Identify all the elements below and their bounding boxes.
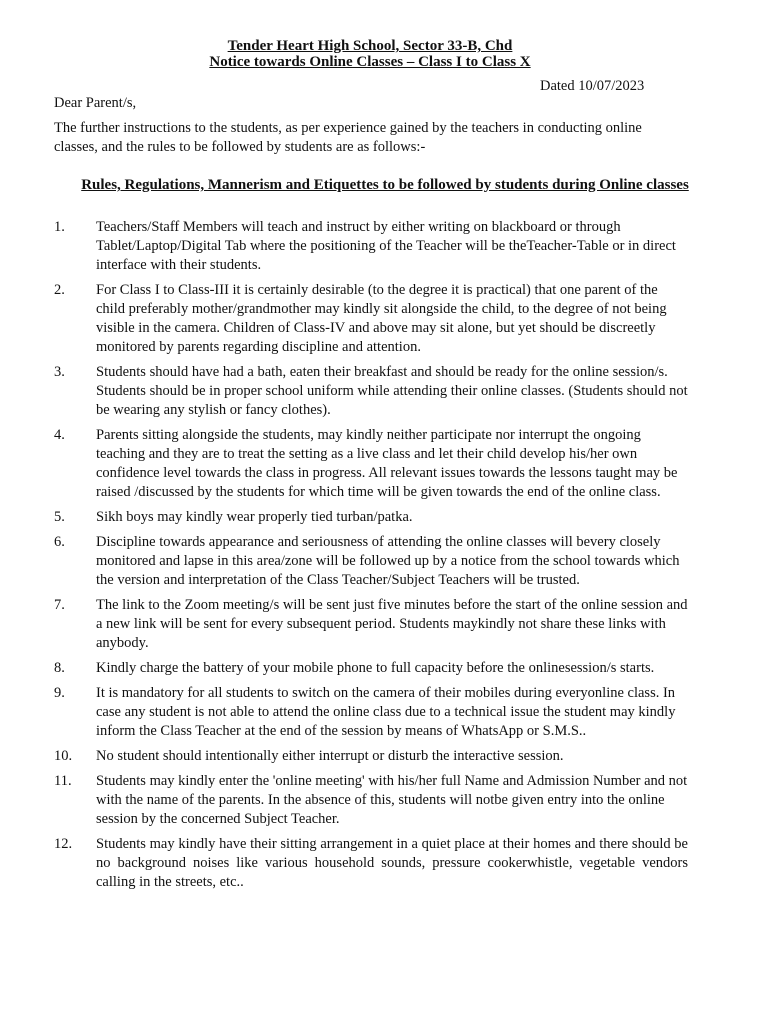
- rule-text: Kindly charge the battery of your mobile phone to full capacity before the onlinesession/s starts.: [96, 660, 655, 676]
- rule-item: [0, 747, 768, 766]
- rules-list: [0, 218, 768, 898]
- rule-text: Discipline towards appearance and seriousness of attending the online classes will bevery closely monitored and lapse in this area/zone will be followed up by a notice from the school towards which the version and interpretation of the Class Teacher/Subject Teachers will be trusted.: [96, 534, 680, 588]
- rule-item: [0, 659, 768, 678]
- rule-number: 11.: [54, 773, 72, 789]
- rule-number: 8.: [54, 660, 65, 676]
- rule-text: Students should have had a bath, eaten their breakfast and should be ready for the online session/s. Students should be in proper school uniform while attending their online classes. (Students should not be wearing any stylish or fancy clothes).: [96, 364, 688, 418]
- rule-item: [0, 596, 768, 653]
- rules-heading: Rules, Regulations, Mannerism and Etiquettes to be followed by students during Online classes: [81, 177, 689, 193]
- rule-item: [0, 508, 768, 527]
- rule-number: 9.: [54, 685, 65, 701]
- rule-number: 1.: [54, 219, 65, 235]
- rule-number: 2.: [54, 282, 65, 298]
- rule-number: 5.: [54, 509, 65, 525]
- rule-item: [0, 426, 768, 502]
- rule-text: No student should intentionally either interrupt or disturb the interactive session.: [96, 748, 564, 764]
- rule-text: Students may kindly enter the 'online meeting' with his/her full Name and Admission Number and not with the name of the parents. In the absence of this, students will notbe given entry into the online session by the concerned Subject Teacher.: [96, 773, 688, 827]
- rule-text: The link to the Zoom meeting/s will be sent just five minutes before the start of the online session and a new link will be sent for every subsequent period. Students maykindly not share these links with anybody.: [96, 597, 688, 651]
- notice-title: Notice towards Online Classes – Class I to Class X: [209, 54, 531, 70]
- rule-text: Sikh boys may kindly wear properly tied turban/patka.: [96, 509, 413, 525]
- rule-text: Teachers/Staff Members will teach and instruct by either writing on blackboard or through Tablet/Laptop/Digital Tab where the positioning of the Teacher will be theTeacher-Table or in direct interface with their students.: [96, 219, 676, 273]
- intro-paragraph: The further instructions to the students, as per experience gained by the teachers in conducting online classes, and the rules to be followed by students are as follows:-: [54, 120, 642, 155]
- rule-text: For Class I to Class-III it is certainly desirable (to the degree it is practical) that one parent of the child preferably mother/grandmother may kindly sit alongside the child, to the degree of not being visible in the camera. Children of Class-IV and above may sit alone, but yet should be discreetly monitored by parents regarding discipline and attention.: [96, 282, 667, 355]
- rule-item: [0, 772, 768, 829]
- rule-number: 4.: [54, 427, 65, 443]
- rule-number: 12.: [54, 836, 73, 852]
- salutation: Dear Parent/s,: [54, 95, 137, 111]
- rule-number: 6.: [54, 534, 65, 550]
- notice-date: Dated 10/07/2023: [540, 78, 645, 94]
- school-title: Tender Heart High School, Sector 33-B, Chd: [227, 38, 513, 54]
- rule-number: 7.: [54, 597, 65, 613]
- rule-text: Students may kindly have their sitting arrangement in a quiet place at their homes and there should be no background noises like various household sounds, pressure cookerwhistle, vegetable vendors calling in the streets, etc..: [96, 836, 688, 890]
- rule-item: [0, 281, 768, 357]
- rule-item: [0, 684, 768, 741]
- rule-number: 10.: [54, 748, 73, 764]
- rule-text: Parents sitting alongside the students, may kindly neither participate nor interrupt the ongoing teaching and they are to treat the setting as a live class and let their child develop his/her own confidence level towards the class in progress. All relevant issues towards the lessons taught may be raised /discussed by the students for which time will be given towards the end of the online class.: [96, 427, 678, 500]
- rule-number: 3.: [54, 364, 65, 380]
- rule-item: [0, 533, 768, 590]
- rule-item: [0, 218, 768, 275]
- rule-text: It is mandatory for all students to switch on the camera of their mobiles during everyonline class. In case any student is not able to attend the online class due to a technical issue the student may kindly inform the Class Teacher at the end of the session by means of WhatsApp or S.M.S..: [96, 685, 676, 739]
- rule-item: [0, 835, 768, 892]
- rule-item: [0, 363, 768, 420]
